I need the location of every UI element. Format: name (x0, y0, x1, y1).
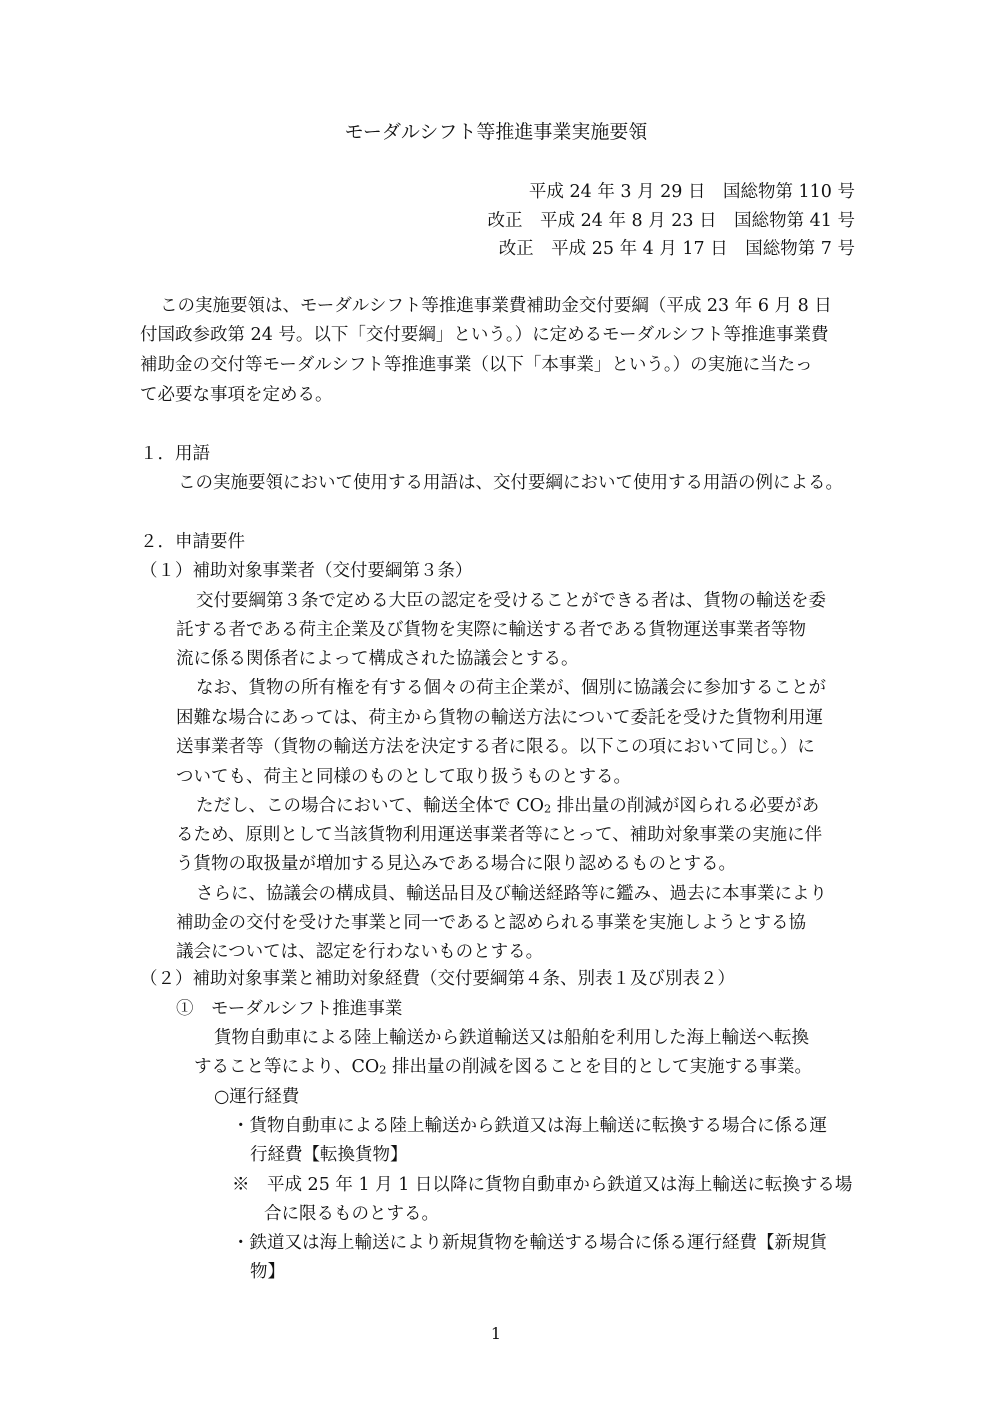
body-line: 送事業者等（貨物の輸送方法を決定する者に限る。以下この項において同じ。）に (176, 737, 815, 757)
body-line: ついても、荷主と同様のものとして取り扱うものとする。 (176, 767, 631, 787)
note-line: ※ 平成 25 年 1 月 1 日以降に貨物自動車から鉄道又は海上輸送に転換する場 (232, 1175, 853, 1195)
body-line: 補助金の交付を受けた事業と同一であると認められる事業を実施しようとする協 (176, 913, 806, 933)
intro-line: 付国政参政第 24 号。以下「交付要綱」という。）に定めるモーダルシフト等推進事業費 (140, 325, 829, 345)
note-line: 合に限るものとする。 (264, 1204, 439, 1224)
intro-line: この実施要領は、モーダルシフト等推進事業費補助金交付要綱（平成 23 年 6 月 8 日 (160, 296, 832, 316)
bullet-line: ・貨物自動車による陸上輸送から鉄道又は海上輸送に転換する場合に係る運 (232, 1116, 827, 1136)
subsection-heading: （１）補助対象事業者（交付要綱第３条） (140, 561, 473, 581)
body-line: なお、貨物の所有権を有する個々の荷主企業が、個別に協議会に参加することが (196, 678, 826, 698)
section-heading: ２．申請要件 (140, 532, 245, 552)
intro-line: て必要な事項を定める。 (140, 385, 333, 405)
body-line: 貨物自動車による陸上輸送から鉄道輸送又は船舶を利用した海上輸送へ転換 (214, 1028, 809, 1048)
section-body: この実施要領において使用する用語は、交付要綱において使用する用語の例による。 (178, 473, 843, 493)
item-heading: ① モーダルシフト推進事業 (176, 999, 403, 1019)
body-line: さらに、協議会の構成員、輸送品目及び輸送経路等に鑑み、過去に本事業により (196, 884, 828, 904)
body-line: るため、原則として当該貨物利用運送事業者等にとって、補助対象事業の実施に伴 (176, 825, 823, 845)
body-line: 流に係る関係者によって構成された協議会とする。 (176, 649, 579, 669)
section-heading: １．用語 (140, 444, 210, 464)
body-line: 議会については、認定を行わないものとする。 (176, 942, 544, 962)
page-number: 1 (490, 1324, 502, 1343)
date-line: 改正 平成 24 年 8 月 23 日 国総物第 41 号 (487, 211, 855, 231)
subsection-heading: （２）補助対象事業と補助対象経費（交付要綱第４条、別表１及び別表２） (140, 969, 735, 989)
body-line: ただし、この場合において、輸送全体で $CO_2$ 排出量の削減が図られる必要があ (196, 796, 820, 816)
date-line: 改正 平成 25 年 4 月 17 日 国総物第 7 号 (498, 239, 855, 259)
body-line: う貨物の取扱量が増加する見込みである場合に限り認めるものとする。 (176, 854, 736, 874)
body-line: 交付要綱第３条で定める大臣の認定を受けることができる者は、貨物の輸送を委 (196, 591, 826, 611)
bullet-line: 行経費【転換貨物】 (250, 1145, 408, 1165)
body-line: すること等により、$CO_2$ 排出量の削減を図ることを目的として実施する事業。 (194, 1057, 813, 1077)
page-title: モーダルシフト等推進事業実施要領 (344, 121, 648, 143)
body-line: 託する者である荷主企業及び貨物を実際に輸送する者である貨物運送事業者等物 (176, 620, 806, 640)
date-line: 平成 24 年 3 月 29 日 国総物第 110 号 (528, 182, 855, 202)
cost-heading: ○運行経費 (214, 1087, 300, 1107)
body-line: 困難な場合にあっては、荷主から貨物の輸送方法について委託を受けた貨物利用運 (176, 708, 823, 728)
bullet-line: 物】 (250, 1262, 285, 1282)
intro-line: 補助金の交付等モーダルシフト等推進事業（以下「本事業」という。）の実施に当たっ (140, 355, 813, 375)
bullet-line: ・鉄道又は海上輸送により新規貨物を輸送する場合に係る運行経費【新規貨 (232, 1233, 827, 1253)
